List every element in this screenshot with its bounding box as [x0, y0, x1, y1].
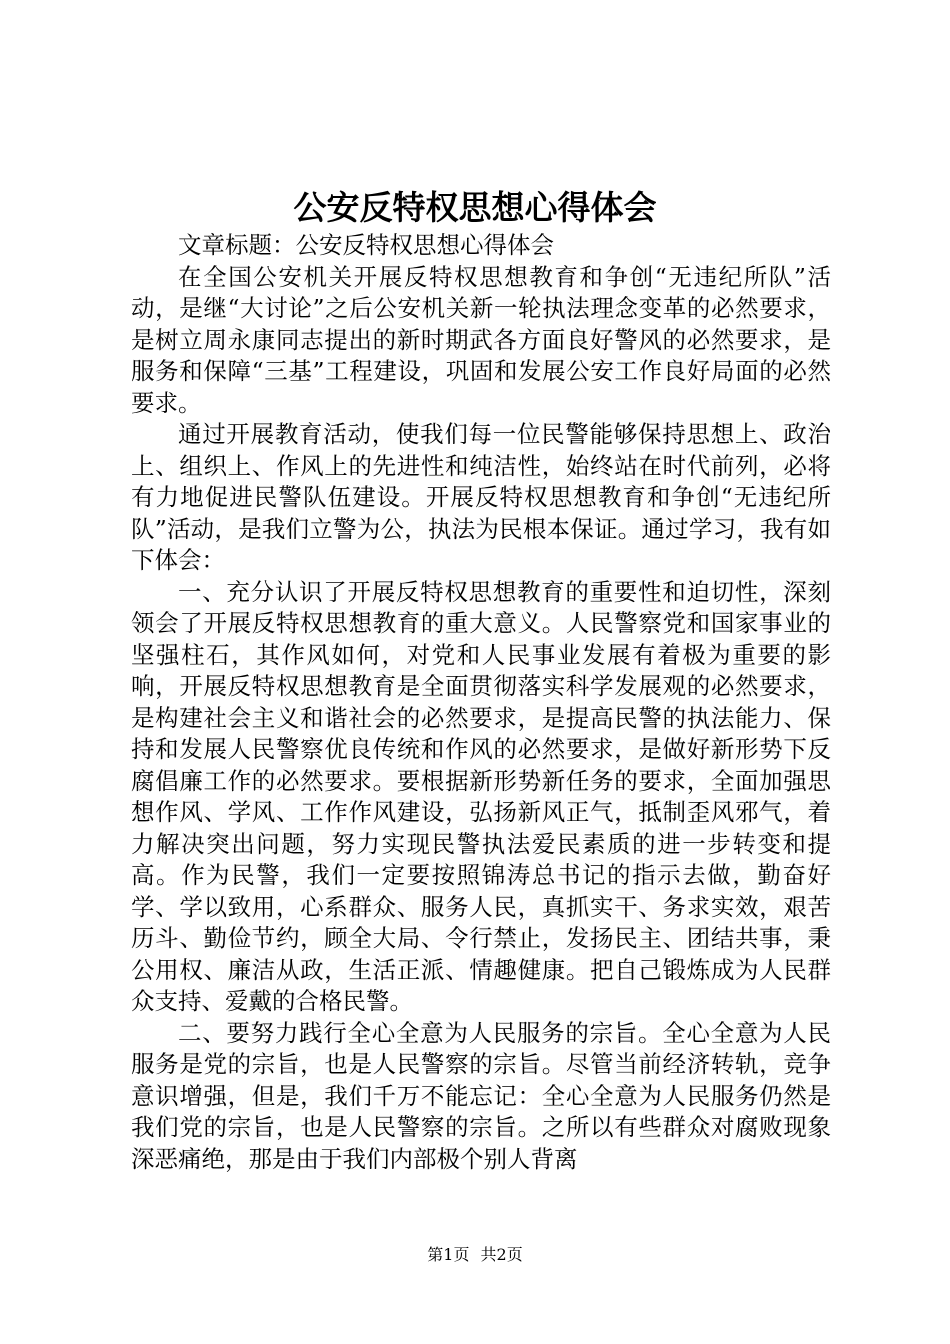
- paragraph-1: 在全国公安机关开展反特权思想教育和争创“无违纪所队”活动，是继“大讨论”之后公安机关新一轮执法理念变革的必然要求，是树立周永康同志提出的新时期武各方面良好警风的必然要求，是服务和保障“三基”工程建设，巩固和发展公安工作良好局面的必然要求。: [131, 262, 831, 417]
- paragraph-4: 二、要努力践行全心全意为人民服务的宗旨。全心全意为人民服务是党的宗旨，也是人民警察的宗旨。尽管当前经济转轨，竞争意识增强，但是，我们千万不能忘记：全心全意为人民服务仍然是我们党的宗旨，也是人民警察的宗旨。之所以有些群众对腐败现象深恶痛绝，那是由于我们内部极个别人背离: [131, 1018, 831, 1173]
- document-body: [131, 230, 831, 1175]
- paragraph-3: 一、充分认识了开展反特权思想教育的重要性和迫切性，深刻领会了开展反特权思想教育的重大意义。人民警察党和国家事业的坚强柱石，其作风如何，对党和人民事业发展有着极为重要的影响，开展反特权思想教育是全面贯彻落实科学发展观的必然要求，是构建社会主义和谐社会的必然要求，是提高民警的执法能力、保持和发展人民警察优良传统和作风的必然要求，是做好新形势下反腐倡廉工作的必然要求。要根据新形势新任务的要求，全面加强思想作风、学风、工作作风建设，弘扬新风正气，抵制歪风邪气，着力解决突出问题，努力实现民警执法爱民素质的进一步转变和提高。作为民警，我们一定要按照锦涛总书记的指示去做，勤奋好学、学以致用，心系群众、服务人民，真抓实干、务求实效，艰苦历斗、勤俭节约，顾全大局、令行禁止，发扬民主、团结共事，秉公用权、廉洁从政，生活正派、情趣健康。把自己锻炼成为人民群众支持、爱戴的合格民警。: [131, 577, 831, 1015]
- page-number: 第1页: [427, 1245, 470, 1264]
- paragraph-2: 通过开展教育活动，使我们每一位民警能够保持思想上、政治上、组织上、作风上的先进性和纯洁性，始终站在时代前列，必将有力地促进民警队伍建设。开展反特权思想教育和争创“无违纪所队”活动，是我们立警为公，执法为民根本保证。通过学习，我有如下体会：: [131, 420, 831, 574]
- page-footer: [0, 1243, 950, 1267]
- article-title-line: 文章标题：公安反特权思想心得体会: [178, 231, 554, 259]
- page-total: 共2页: [480, 1245, 523, 1264]
- document-title: 公安反特权思想心得体会: [293, 188, 657, 227]
